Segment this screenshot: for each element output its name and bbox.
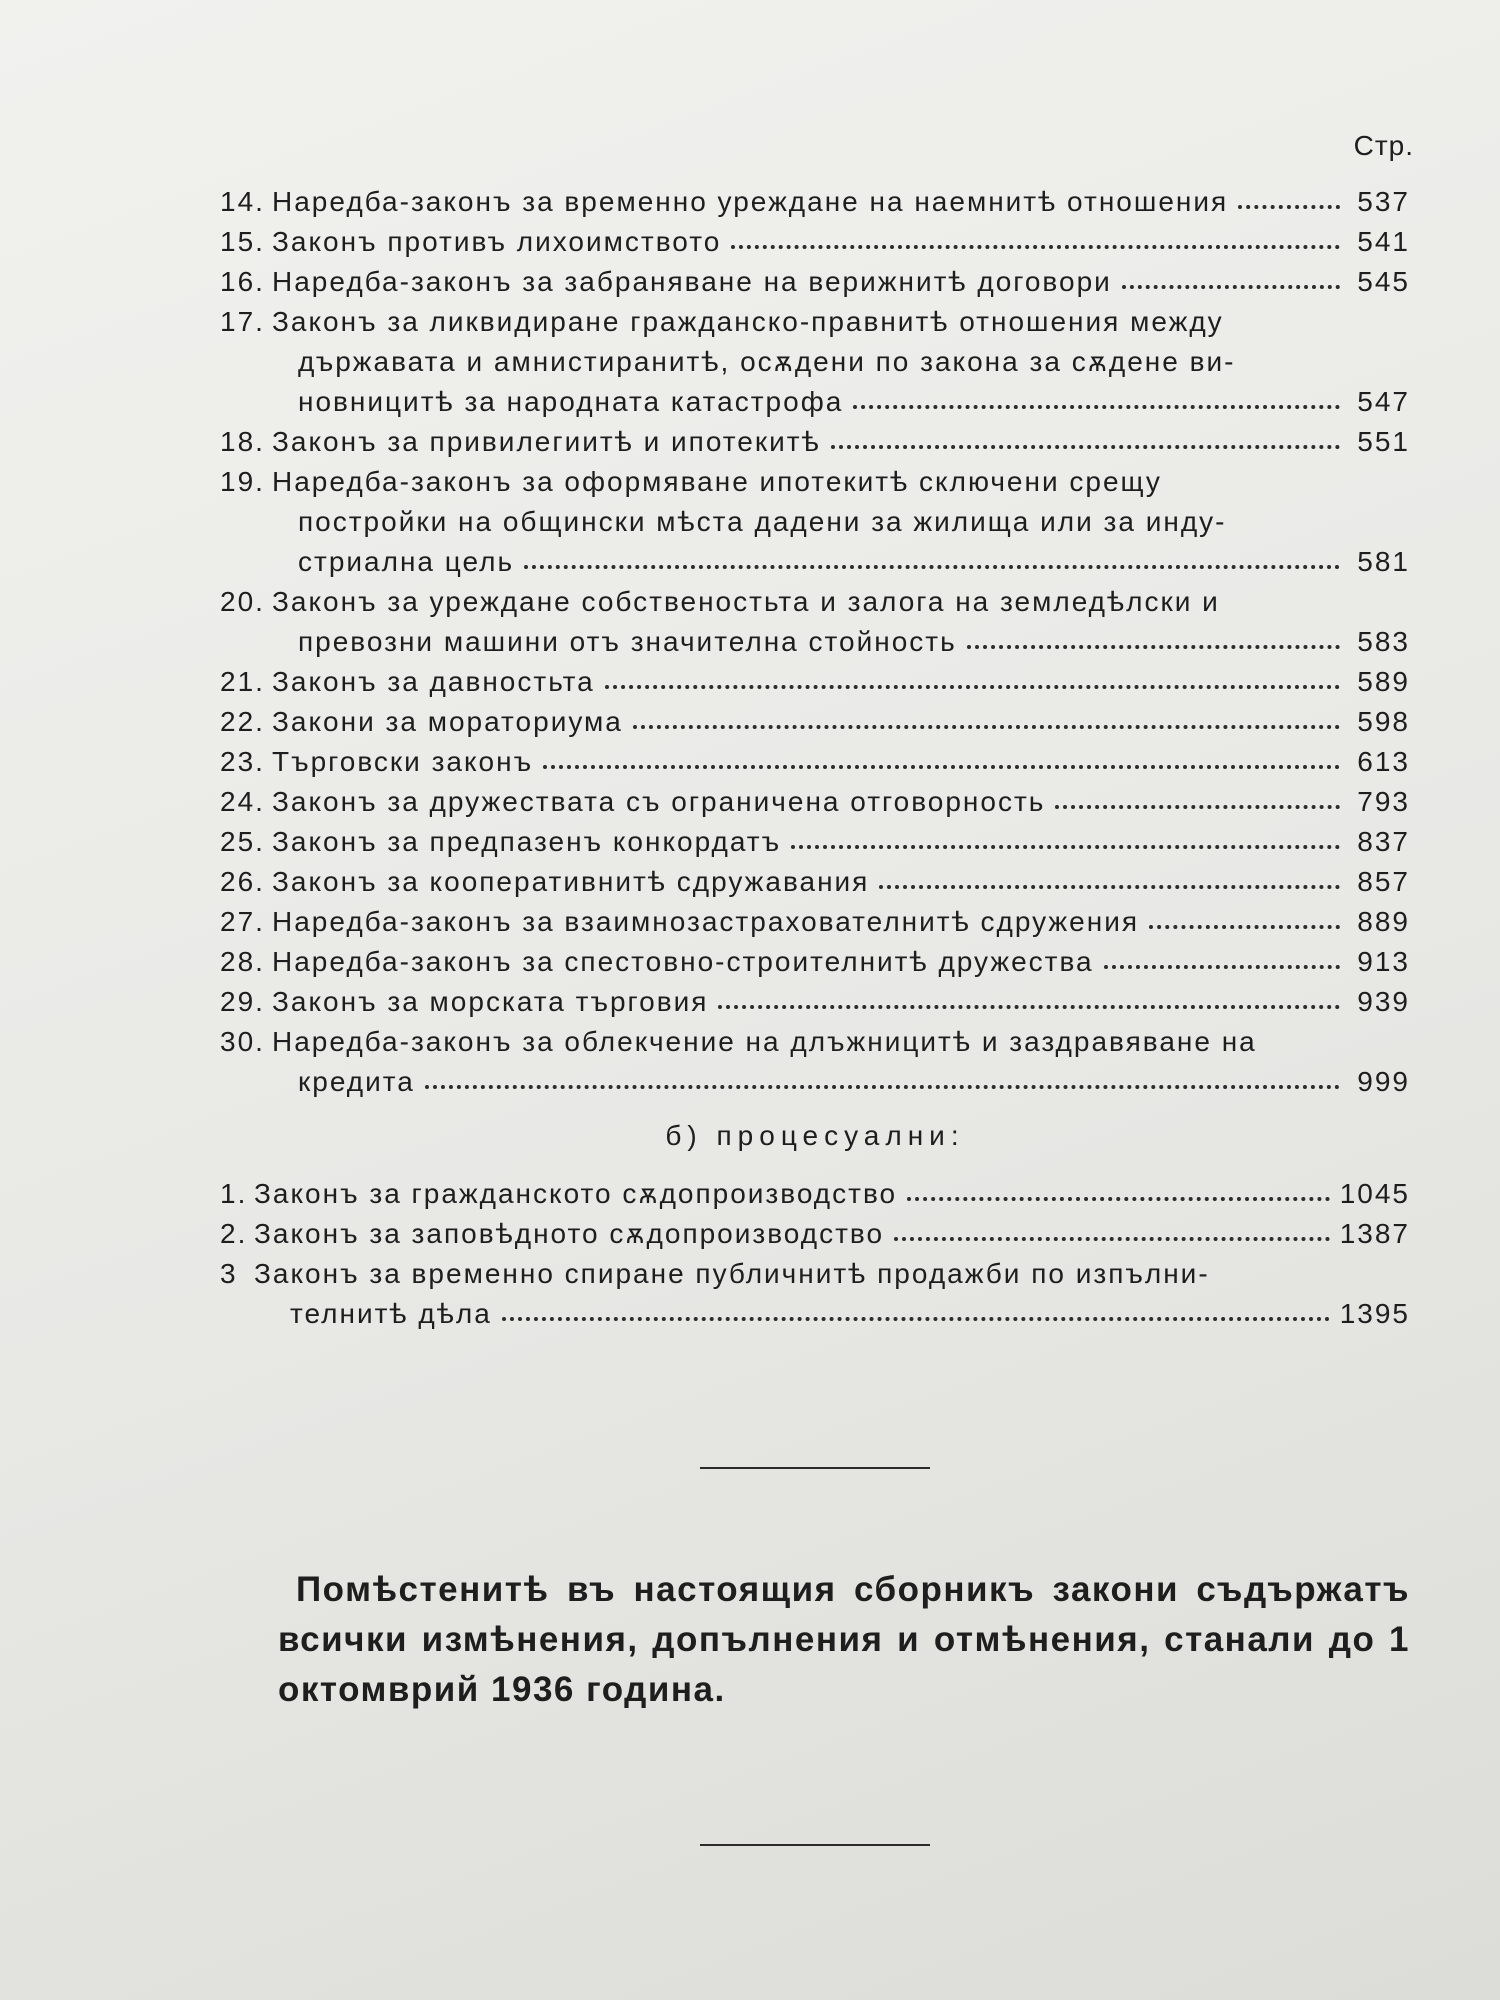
- toc-entry-line: [220, 978, 1410, 1018]
- toc-entry: [220, 1018, 1410, 1098]
- toc-entry: [220, 298, 1410, 418]
- toc-entry-number: 28.: [220, 946, 265, 977]
- toc-entry-title: превозни машини отъ значителна стойность: [298, 626, 957, 657]
- toc-entry-number: 14.: [220, 186, 265, 217]
- toc-entry-number: 20.: [220, 586, 265, 617]
- toc-entry-page: 545: [1357, 266, 1410, 297]
- toc-entry-title: Законъ за дружествата съ ограничена отговорность: [272, 786, 1046, 817]
- toc-entry-line: [220, 1058, 1410, 1098]
- toc-entry: [220, 1170, 1410, 1210]
- toc-entry-line: [220, 498, 1410, 538]
- toc-entry-line: [220, 338, 1410, 378]
- toc-entry: [220, 1250, 1410, 1330]
- toc-entry-number: 26.: [220, 866, 265, 897]
- substantive-laws-list: [220, 178, 1410, 1098]
- toc-entry-title: Законъ противъ лихоимството: [272, 226, 722, 257]
- toc-entry: [220, 578, 1410, 658]
- toc-entry: [220, 858, 1410, 898]
- toc-entry-title: Законъ за гражданското сѫдопроизводство: [254, 1178, 898, 1209]
- toc-entry-page: 857: [1357, 866, 1410, 897]
- toc-entry-line: [220, 698, 1410, 738]
- dot-leader: [1055, 805, 1340, 809]
- dot-leader: [502, 1317, 1330, 1321]
- toc-entry-line: [220, 538, 1410, 578]
- toc-entry-page: 889: [1357, 906, 1410, 937]
- dot-leader: [894, 1237, 1330, 1241]
- dot-leader: [831, 445, 1340, 449]
- toc-entry-page: 541: [1357, 226, 1410, 257]
- toc-entry-line: [220, 898, 1410, 938]
- dot-leader: [425, 1085, 1340, 1089]
- dot-leader: [853, 405, 1340, 409]
- toc-entry-line: [220, 738, 1410, 778]
- toc-entry-line: [220, 298, 1410, 338]
- dot-leader: [1104, 965, 1340, 969]
- toc-entry-number: 15.: [220, 226, 265, 257]
- toc-entry-page: 551: [1357, 426, 1410, 457]
- toc-entry-page: 999: [1357, 1066, 1410, 1097]
- toc-entry-title: новницитѣ за народната катастрофа: [298, 386, 844, 417]
- toc-entry-title: Наредба-законъ за временно уреждане на наемнитѣ отношения: [272, 186, 1229, 217]
- toc-entry-line: [220, 378, 1410, 418]
- toc-entry-number: 24.: [220, 786, 265, 817]
- toc-entry-number: 29.: [220, 986, 265, 1017]
- toc-entry: [220, 1210, 1410, 1250]
- procedural-laws-list: [220, 1170, 1410, 1330]
- toc-entry-line: [220, 418, 1410, 458]
- toc-entry-page: 1387: [1339, 1218, 1410, 1249]
- toc-entry: [220, 978, 1410, 1018]
- table-of-contents: [220, 178, 1410, 1330]
- toc-entry: [220, 698, 1410, 738]
- dot-leader: [605, 685, 1340, 689]
- toc-entry: [220, 898, 1410, 938]
- toc-entry: [220, 938, 1410, 978]
- dot-leader: [543, 765, 1340, 769]
- toc-entry-page: 583: [1357, 626, 1410, 657]
- toc-entry: [220, 778, 1410, 818]
- dot-leader: [967, 645, 1340, 649]
- toc-entry-page: 613: [1357, 746, 1410, 777]
- toc-entry-title: държавата и амнистиранитѣ, осѫдени по закона за сѫдене ви-: [298, 346, 1236, 377]
- toc-entry: [220, 818, 1410, 858]
- toc-entry: [220, 258, 1410, 298]
- dot-leader: [633, 725, 1340, 729]
- toc-entry-line: [220, 658, 1410, 698]
- toc-entry-line: [220, 258, 1410, 298]
- toc-entry-number: 1.: [220, 1178, 248, 1209]
- toc-entry-page: 1395: [1339, 1298, 1410, 1329]
- toc-entry-title: Законъ за давностьта: [272, 666, 595, 697]
- toc-entry-page: 939: [1357, 986, 1410, 1017]
- dot-leader: [791, 845, 1340, 849]
- section-heading-procedural: б) процесуални:: [665, 1120, 965, 1151]
- toc-entry-title: Законъ за привилегиитѣ и ипотекитѣ: [272, 426, 821, 457]
- toc-entry-title: Наредба-законъ за оформяване ипотекитѣ сключени срещу: [272, 466, 1162, 497]
- toc-entry-title: Законъ за предпазенъ конкордатъ: [272, 826, 782, 857]
- toc-entry-page: 547: [1357, 386, 1410, 417]
- toc-entry-line: [220, 618, 1410, 658]
- toc-entry-page: 598: [1357, 706, 1410, 737]
- page-column-label: Стр.: [1353, 130, 1414, 161]
- toc-entry-title: постройки на общински мѣста дадени за жилища или за инду-: [298, 506, 1227, 537]
- toc-entry-line: [220, 1210, 1410, 1250]
- toc-entry-line: [220, 778, 1410, 818]
- toc-entry-page: 1045: [1339, 1178, 1410, 1209]
- toc-entry-page: 913: [1357, 946, 1410, 977]
- toc-entry-line: [220, 218, 1410, 258]
- toc-entry-line: [220, 1290, 1410, 1330]
- toc-entry-title: стриална цель: [298, 546, 515, 577]
- toc-entry: [220, 418, 1410, 458]
- toc-entry-title: Законъ за временно спиране публичнитѣ продажби по изпълни-: [254, 1258, 1210, 1289]
- toc-entry-line: [220, 1250, 1410, 1290]
- toc-entry-number: 2.: [220, 1218, 248, 1249]
- toc-entry-title: Законъ за уреждане собственостьта и залога на земледѣлски и: [272, 586, 1220, 617]
- editorial-note: Помѣстенитѣ въ настоящия сборникъ закони съдържатъ всички измѣнения, допълнения и отмѣнения, станали до 1 октомврий 1936 година.: [278, 1570, 1410, 1709]
- toc-entry: [220, 178, 1410, 218]
- toc-entry-number: 16.: [220, 266, 265, 297]
- dot-leader: [731, 245, 1340, 249]
- toc-entry-line: [220, 578, 1410, 618]
- divider-rule: [700, 1467, 930, 1469]
- toc-entry-number: 18.: [220, 426, 265, 457]
- toc-entry-title: Наредба-законъ за облекчение на длъжницитѣ и заздравяване на: [272, 1026, 1257, 1057]
- toc-entry-line: [220, 1018, 1410, 1058]
- toc-entry-title: Наредба-законъ за забраняване на верижнитѣ договори: [272, 266, 1112, 297]
- toc-entry-number: 25.: [220, 826, 265, 857]
- dot-leader: [879, 885, 1340, 889]
- toc-entry-number: 3: [220, 1258, 238, 1289]
- toc-entry-page: 581: [1357, 546, 1410, 577]
- toc-entry-title: Законъ за ликвидиране гражданско-правнитѣ отношения между: [272, 306, 1224, 337]
- dot-leader: [1122, 285, 1340, 289]
- toc-entry-title: Търговски законъ: [272, 746, 534, 777]
- toc-entry-number: 27.: [220, 906, 265, 937]
- toc-entry-title: кредита: [298, 1066, 415, 1097]
- toc-entry-page: 537: [1357, 186, 1410, 217]
- toc-entry-title: Законъ за кооперативнитѣ сдружавания: [272, 866, 870, 897]
- toc-entry-line: [220, 858, 1410, 898]
- toc-entry-line: [220, 178, 1410, 218]
- toc-entry-page: 589: [1357, 666, 1410, 697]
- toc-entry-number: 17.: [220, 306, 265, 337]
- toc-entry: [220, 458, 1410, 578]
- toc-entry-number: 19.: [220, 466, 265, 497]
- toc-entry-title: Закони за мораториума: [272, 706, 623, 737]
- toc-entry-line: [220, 938, 1410, 978]
- toc-entry-number: 21.: [220, 666, 265, 697]
- toc-entry-title: телнитѣ дѣла: [290, 1298, 492, 1329]
- dot-leader: [907, 1197, 1330, 1201]
- toc-entry-number: 22.: [220, 706, 265, 737]
- dot-leader: [524, 565, 1340, 569]
- toc-entry-page: 793: [1357, 786, 1410, 817]
- toc-entry: [220, 218, 1410, 258]
- dot-leader: [1238, 205, 1340, 209]
- dot-leader: [718, 1005, 1340, 1009]
- toc-entry-number: 23.: [220, 746, 265, 777]
- toc-entry-line: [220, 458, 1410, 498]
- toc-entry-title: Законъ за морската търговия: [272, 986, 709, 1017]
- toc-entry-line: [220, 1170, 1410, 1210]
- toc-entry-title: Наредба-законъ за взаимнозастрахователнитѣ сдружения: [272, 906, 1139, 937]
- toc-entry-title: Законъ за заповѣдното сѫдопроизводство: [254, 1218, 885, 1249]
- toc-entry-title: Наредба-законъ за спестовно-строителнитѣ дружества: [272, 946, 1094, 977]
- toc-entry: [220, 658, 1410, 698]
- toc-entry-line: [220, 818, 1410, 858]
- toc-entry-page: 837: [1357, 826, 1410, 857]
- toc-entry-number: 30.: [220, 1026, 265, 1057]
- divider-rule-bottom: [700, 1844, 930, 1846]
- toc-entry: [220, 738, 1410, 778]
- dot-leader: [1149, 925, 1340, 929]
